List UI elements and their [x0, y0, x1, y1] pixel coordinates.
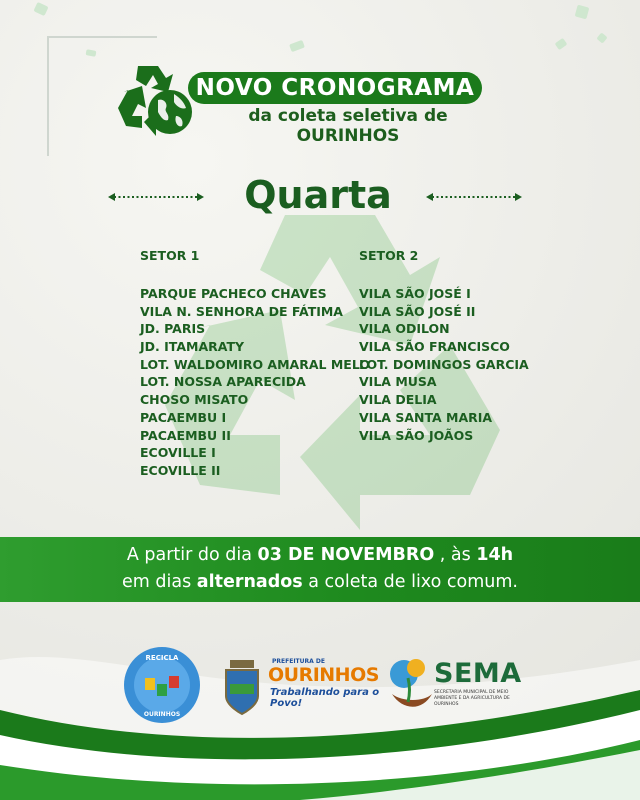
list-item: PACAEMBU II: [140, 427, 231, 443]
title-banner: NOVO CRONOGRAMA: [188, 72, 482, 104]
list-item: VILA ODILON: [359, 321, 450, 337]
list-item: CHOSO MISATO: [140, 392, 249, 408]
list-item: PACAEMBU I: [140, 409, 227, 425]
list-item: VILA SANTA MARIA: [359, 409, 493, 425]
notice-line-1: A partir do dia 03 DE NOVEMBRO , às 14h: [126, 545, 514, 565]
list-item: JD. ITAMARATY: [140, 339, 245, 355]
list-item: VILA MUSA: [359, 374, 437, 390]
list-item: VILA DELIA: [359, 392, 437, 408]
list-item: PARQUE PACHECO CHAVES: [140, 286, 327, 301]
prefeitura-slogan: Trabalhando para o Povo!: [270, 687, 380, 709]
sema-logo: [388, 654, 528, 714]
neighborhood-list: [359, 285, 529, 444]
list-item: ECOVILLE II: [140, 462, 221, 478]
list-item: VILA SÃO JOSÉ II: [359, 303, 476, 319]
svg-text:OURINHOS: OURINHOS: [143, 711, 181, 718]
notice-line-2: em dias alternados a coleta de lixo comum.: [122, 572, 518, 592]
list-item: ECOVILLE I: [140, 445, 216, 461]
double-arrow-icon: [426, 192, 522, 202]
sema-emblem-icon: [388, 654, 434, 714]
prefeitura-logo: [220, 658, 380, 718]
sema-name: SEMA: [434, 658, 522, 689]
corner-line: [47, 36, 49, 156]
prefeitura-small-label: PREFEITURA DE: [272, 658, 325, 665]
header: [110, 60, 500, 146]
day-row: [108, 172, 528, 222]
notice-band: [0, 537, 640, 602]
sema-subtitle: SECRETARIA MUNICIPAL DE MEIO AMBIENTE E DA AGRICULTURA DE OURINHOS: [434, 690, 510, 707]
sector-2: [359, 248, 529, 444]
day-title: Quarta: [244, 173, 392, 217]
prefeitura-name: OURINHOS: [268, 664, 379, 686]
list-item: JD. PARIS: [140, 321, 206, 337]
corner-line: [47, 36, 157, 38]
list-item: LOT. NOSSA APARECIDA: [140, 374, 306, 390]
list-item: VILA N. SENHORA DE FÁTIMA: [140, 303, 343, 319]
list-item: LOT. WALDOMIRO AMARAL MELO: [140, 356, 370, 372]
list-item: VILA SÃO JOÃOS: [359, 427, 474, 443]
logos-row: [0, 640, 640, 720]
sector-1: [140, 248, 370, 480]
recicla-ourinhos-logo: [123, 646, 201, 724]
sector-title: SETOR 1: [140, 248, 200, 263]
neighborhood-list: [140, 285, 370, 480]
subtitle: da coleta seletiva de OURINHOS: [248, 106, 448, 146]
sector-title: SETOR 2: [359, 248, 419, 263]
list-item: VILA SÃO JOSÉ I: [359, 286, 471, 301]
list-item: LOT. DOMINGOS GARCIA: [359, 356, 529, 372]
coat-of-arms-icon: [220, 658, 264, 718]
list-item: VILA SÃO FRANCISCO: [359, 339, 510, 355]
svg-text:RECICLA: RECICLA: [145, 654, 179, 662]
recycle-globe-icon: [110, 60, 194, 140]
